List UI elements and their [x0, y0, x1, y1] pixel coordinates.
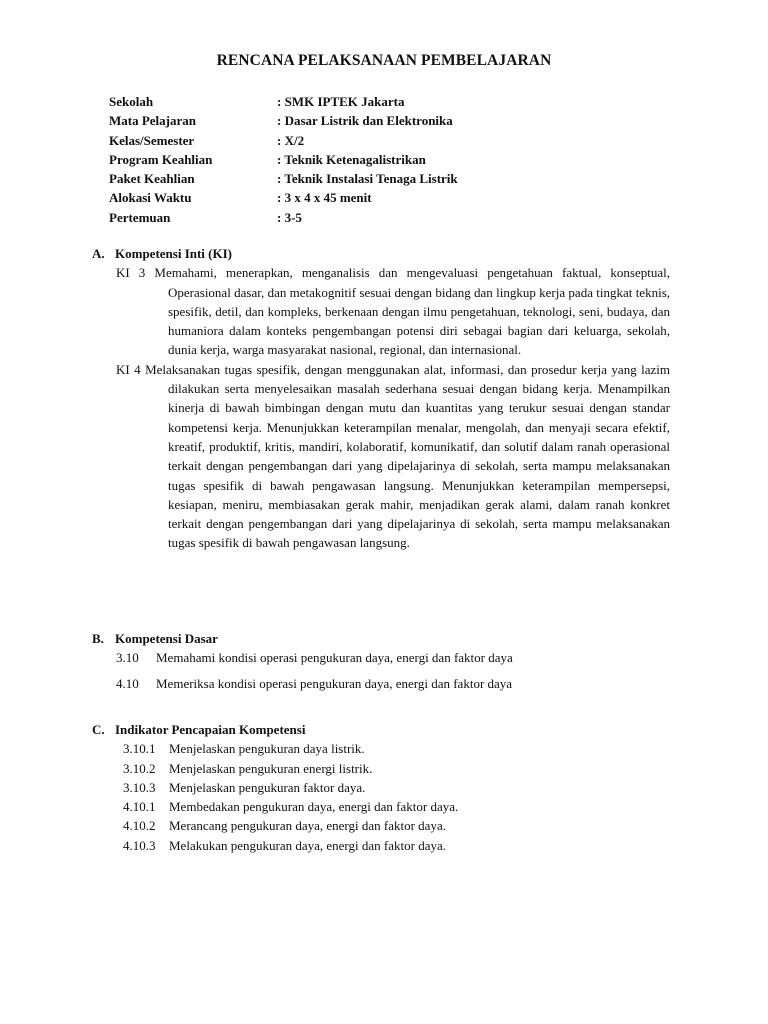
meta-value: : SMK IPTEK Jakarta — [277, 94, 405, 109]
kd-number: 3.10 — [116, 650, 139, 666]
meta-row-kelas-semester — [109, 131, 458, 150]
kd-item — [116, 674, 672, 693]
indicator-text: Menjelaskan pengukuran daya listrik. — [169, 741, 365, 757]
identity-table — [109, 92, 458, 227]
meta-value: : 3 x 4 x 45 menit — [277, 190, 372, 206]
ki-text: Memahami, menerapkan, menganalisis dan mengevaluasi pengetahuan faktual, konseptual, Operasional dasar, dan metakognitif sesuai dengan bidang dan lingkup kerja pada tingkat teknis, spesifik, detil, dan kompleks, berkenaan dengan ilmu pengetahuan, teknologi, seni, budaya, dan humaniora dalam konteks pengembangan potensi diri sebagai bagian dari keluarga, sekolah, dunia kerja, warga masyarakat nasional, regional, dan internasional. — [154, 265, 671, 358]
meta-label: Sekolah — [109, 94, 154, 109]
section-indikator — [92, 720, 672, 855]
meta-row-sekolah — [109, 92, 458, 111]
ki-item — [116, 360, 670, 553]
meta-value: : 3-5 — [277, 209, 302, 225]
meta-row-pertemuan — [109, 208, 458, 227]
section-kompetensi-inti — [92, 244, 672, 553]
indicator-item — [123, 816, 672, 835]
section-title: Kompetensi Inti (KI) — [115, 246, 232, 261]
meta-row-program-keahlian — [109, 150, 458, 169]
meta-label: Mata Pelajaran — [109, 113, 197, 129]
meta-row-mata-pelajaran — [109, 111, 458, 130]
section-letter: A. — [92, 246, 105, 261]
meta-label: Pertemuan — [109, 209, 171, 225]
meta-value: : X/2 — [277, 132, 305, 148]
section-heading — [92, 244, 672, 263]
meta-value: : Teknik Instalasi Tenaga Listrik — [277, 171, 458, 187]
indicator-number: 3.10.3 — [123, 779, 156, 795]
indicator-number: 3.10.2 — [123, 760, 156, 776]
ki-item — [116, 263, 670, 359]
indicator-item — [123, 759, 672, 778]
section-kompetensi-dasar — [92, 629, 672, 693]
meta-label: Kelas/Semester — [109, 132, 195, 148]
kd-item — [116, 648, 672, 667]
page-title: RENCANA PELAKSANAAN PEMBELAJARAN — [216, 52, 552, 69]
ki-text: Melaksanakan tugas spesifik, dengan menggunakan alat, informasi, dan prosedur kerja yang lazim dilakukan serta menyelesaikan masalah sederhana sesuai dengan bidang kerja. Menampilkan kinerja di bawah bimbingan dengan mutu dan kuantitas yang terukur sesuai dengan standar kompetensi kerja. Menunjukkan keterampilan menalar, mengolah, dan menyaji secara efektif, kreatif, produktif, kritis, mandiri, kolaboratif, komunikatif, dan solutif dalam ranah operasional terkait dengan pengembangan dari yang dipelajarinya di sekolah, serta mampu melaksanakan tugas spesifik di bawah pengawasan langsung. Menunjukkan keterampilan mempersepsi, kesiapan, meniru, membiasakan gerak mahir, menjadikan gerak alami, dalam ranah konkret terkait dengan pengembangan dari yang dipelajarinya di sekolah, serta mampu melaksanakan tugas spesifik di bawah pengawasan langsung. — [145, 361, 670, 551]
indicator-text: Menjelaskan pengukuran faktor daya. — [169, 779, 366, 795]
meta-row-alokasi-waktu — [109, 188, 458, 207]
indicator-text: Membedakan pengukuran daya, energi dan faktor daya. — [169, 799, 459, 815]
ki-number: KI 3 — [116, 265, 146, 281]
section-heading — [92, 720, 672, 739]
meta-row-paket-keahlian — [109, 169, 458, 188]
section-heading — [92, 629, 672, 648]
meta-value: : Teknik Ketenagalistrikan — [277, 151, 426, 167]
section-letter: B. — [92, 631, 104, 646]
kd-text: Memahami kondisi operasi pengukuran daya, energi dan faktor daya — [156, 650, 513, 666]
kd-text: Memeriksa kondisi operasi pengukuran daya, energi dan faktor daya — [156, 675, 513, 691]
section-title: Kompetensi Dasar — [115, 631, 218, 646]
meta-label: Alokasi Waktu — [109, 190, 192, 206]
indicator-item — [123, 797, 672, 816]
indicator-number: 4.10.2 — [123, 818, 156, 834]
section-letter: C. — [92, 722, 105, 737]
indicator-number: 4.10.3 — [123, 837, 156, 853]
indicator-text: Menjelaskan pengukuran energi listrik. — [169, 760, 373, 776]
section-title: Indikator Pencapaian Kompetensi — [115, 722, 306, 737]
kd-number: 4.10 — [116, 675, 139, 691]
meta-label: Program Keahlian — [109, 151, 213, 167]
indicator-number: 3.10.1 — [123, 741, 156, 757]
indicator-item — [123, 739, 672, 758]
indicator-text: Melakukan pengukuran daya, energi dan faktor daya. — [169, 837, 446, 853]
meta-value: : Dasar Listrik dan Elektronika — [277, 113, 453, 129]
indicator-item — [123, 836, 672, 855]
indicator-number: 4.10.1 — [123, 799, 156, 815]
meta-label: Paket Keahlian — [109, 171, 195, 187]
indicator-text: Merancang pengukuran daya, energi dan faktor daya. — [169, 818, 446, 834]
indicator-item — [123, 778, 672, 797]
ki-number: KI 4 — [116, 361, 141, 377]
